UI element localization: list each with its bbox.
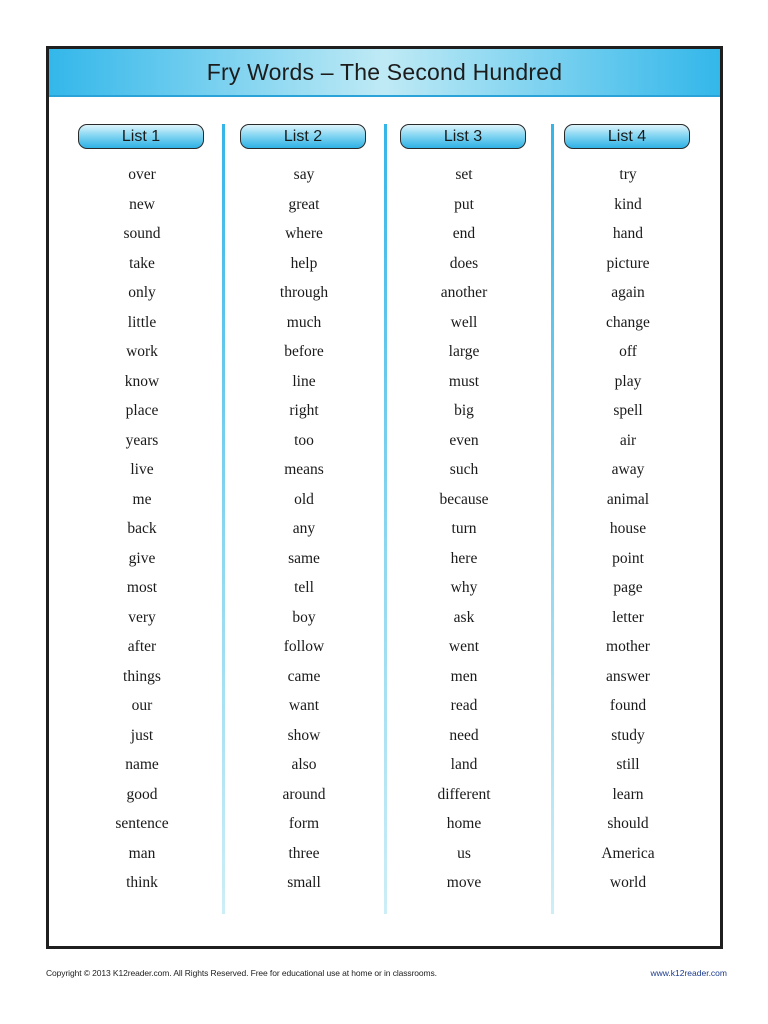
list-header-label: List 1 bbox=[121, 127, 161, 145]
word-item: try bbox=[619, 166, 637, 183]
word-item: around bbox=[282, 785, 326, 803]
word-item: sentence bbox=[115, 815, 169, 832]
word-item: before bbox=[284, 343, 324, 360]
word-item: too bbox=[294, 431, 314, 449]
column-divider bbox=[384, 124, 387, 914]
word-item: through bbox=[279, 284, 329, 301]
word-item: line bbox=[292, 372, 316, 390]
word-item: know bbox=[124, 372, 160, 390]
word-item: spell bbox=[613, 402, 643, 419]
word-list-2 bbox=[240, 160, 368, 898]
word-item: play bbox=[614, 372, 642, 390]
word-item: good bbox=[126, 785, 158, 803]
word-item: again bbox=[611, 284, 645, 301]
word-item: large bbox=[448, 343, 480, 360]
word-item: point bbox=[612, 549, 644, 567]
word-item: America bbox=[601, 844, 655, 862]
word-item: most bbox=[126, 579, 158, 596]
word-item: should bbox=[607, 815, 649, 832]
list-header-label: List 2 bbox=[283, 127, 323, 145]
word-item: after bbox=[127, 638, 157, 655]
word-item: different bbox=[437, 785, 491, 803]
word-column-1 bbox=[78, 124, 206, 898]
word-item: letter bbox=[612, 608, 644, 626]
word-item: any bbox=[292, 520, 316, 537]
word-item: mother bbox=[606, 638, 650, 655]
word-item: found bbox=[609, 697, 647, 714]
word-item: ask bbox=[453, 608, 475, 626]
word-item: such bbox=[449, 461, 479, 478]
copyright-notice: Copyright © 2013 K12reader.com. All Rights Reserved. Free for educational use at home or in classrooms. bbox=[46, 968, 437, 978]
word-item: where bbox=[285, 225, 323, 242]
word-item: want bbox=[288, 697, 320, 714]
word-item: why bbox=[450, 579, 478, 596]
word-item: change bbox=[606, 313, 650, 331]
list-header-1 bbox=[78, 124, 204, 149]
word-item: tell bbox=[294, 579, 314, 596]
word-item: great bbox=[288, 195, 320, 213]
word-item: same bbox=[288, 549, 320, 567]
word-column-4 bbox=[564, 124, 692, 898]
word-item: back bbox=[127, 520, 157, 537]
word-item: our bbox=[131, 697, 153, 714]
word-item: things bbox=[123, 667, 161, 685]
word-item: follow bbox=[283, 638, 325, 655]
word-item: came bbox=[287, 667, 321, 685]
word-item: give bbox=[128, 549, 156, 567]
word-item: set bbox=[455, 166, 473, 183]
word-item: away bbox=[611, 461, 645, 478]
word-item: just bbox=[130, 726, 154, 744]
word-item: land bbox=[450, 756, 478, 773]
word-item: house bbox=[609, 520, 647, 537]
word-list-4 bbox=[564, 160, 692, 898]
word-item: animal bbox=[606, 490, 650, 508]
word-item: off bbox=[619, 343, 637, 360]
word-item: old bbox=[294, 490, 314, 508]
word-list-3 bbox=[400, 160, 528, 898]
word-item: name bbox=[125, 756, 159, 773]
word-item: must bbox=[448, 372, 480, 390]
word-item: live bbox=[130, 461, 154, 478]
word-item: home bbox=[446, 815, 482, 832]
word-item: turn bbox=[451, 520, 477, 537]
word-item: over bbox=[128, 166, 156, 183]
word-item: need bbox=[449, 726, 479, 744]
word-column-2 bbox=[240, 124, 368, 898]
word-item: form bbox=[288, 815, 320, 832]
list-header-4 bbox=[564, 124, 690, 149]
word-item: help bbox=[290, 254, 318, 272]
word-item: place bbox=[125, 402, 159, 419]
title-bar bbox=[49, 49, 720, 97]
word-list-1 bbox=[78, 160, 206, 898]
word-item: show bbox=[287, 726, 321, 744]
word-item: still bbox=[616, 756, 640, 773]
list-header-label: List 3 bbox=[443, 127, 483, 145]
word-item: world bbox=[609, 874, 647, 891]
worksheet bbox=[46, 46, 723, 949]
word-item: read bbox=[450, 697, 478, 714]
word-item: even bbox=[449, 431, 479, 449]
word-item: answer bbox=[606, 667, 650, 685]
page-title: Fry Words – The Second Hundred bbox=[206, 58, 563, 85]
word-item: little bbox=[127, 313, 157, 331]
word-item: very bbox=[128, 608, 156, 626]
word-item: well bbox=[450, 313, 478, 331]
word-item: learn bbox=[612, 785, 644, 803]
word-item: picture bbox=[606, 254, 650, 272]
word-item: me bbox=[132, 490, 152, 508]
word-item: boy bbox=[292, 608, 316, 626]
word-item: new bbox=[129, 195, 155, 213]
word-item: say bbox=[293, 166, 315, 183]
word-item: sound bbox=[123, 225, 161, 242]
word-item: man bbox=[128, 844, 156, 862]
word-item: because bbox=[439, 490, 489, 508]
word-item: three bbox=[288, 844, 320, 862]
word-item: does bbox=[449, 254, 479, 272]
word-item: hand bbox=[612, 225, 644, 242]
list-header-2 bbox=[240, 124, 366, 149]
word-item: big bbox=[454, 402, 474, 419]
word-item: men bbox=[450, 667, 478, 685]
word-item: only bbox=[128, 284, 156, 301]
word-item: here bbox=[450, 549, 478, 567]
word-item: work bbox=[126, 343, 158, 360]
list-header-label: List 4 bbox=[607, 127, 647, 145]
word-item: right bbox=[289, 402, 319, 419]
word-item: page bbox=[613, 579, 643, 596]
website-link[interactable]: www.k12reader.com bbox=[650, 968, 727, 978]
list-header-3 bbox=[400, 124, 526, 149]
word-item: means bbox=[284, 461, 324, 478]
word-item: think bbox=[126, 874, 158, 891]
word-item: years bbox=[125, 431, 159, 449]
word-item: take bbox=[129, 254, 155, 272]
word-item: put bbox=[454, 195, 474, 213]
word-column-3 bbox=[400, 124, 528, 898]
word-item: small bbox=[287, 874, 321, 891]
word-item: much bbox=[286, 313, 322, 331]
word-item: us bbox=[457, 844, 471, 862]
word-item: study bbox=[611, 726, 645, 744]
word-item: also bbox=[291, 756, 317, 773]
word-item: kind bbox=[614, 195, 642, 213]
word-item: end bbox=[452, 225, 476, 242]
column-divider bbox=[222, 124, 225, 914]
word-item: another bbox=[440, 284, 488, 301]
word-item: air bbox=[619, 431, 637, 449]
word-item: went bbox=[448, 638, 480, 655]
word-item: move bbox=[446, 874, 482, 891]
column-divider bbox=[551, 124, 554, 914]
